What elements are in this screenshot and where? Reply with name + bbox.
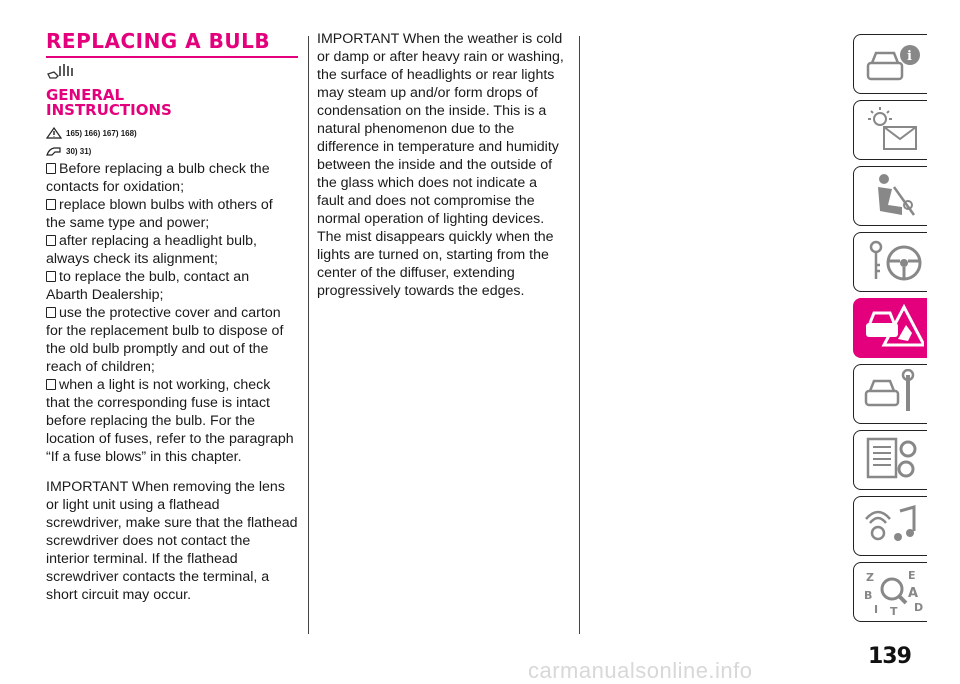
nav-tab-car-info[interactable] bbox=[853, 34, 927, 94]
column-divider-2 bbox=[579, 36, 580, 634]
alphabetical-index-icon bbox=[862, 567, 924, 617]
svg-text:D: D bbox=[914, 601, 924, 614]
car-maintenance-icon bbox=[862, 369, 924, 419]
svg-text:i: i bbox=[907, 49, 912, 64]
bullet-text-line: reach of children; bbox=[46, 359, 155, 375]
nav-tab-warning-lights[interactable] bbox=[853, 100, 927, 160]
paragraph-line: IMPORTANT When removing the lens bbox=[46, 479, 285, 495]
svg-text:E: E bbox=[908, 569, 916, 582]
important-note-2 bbox=[317, 30, 569, 300]
paragraph-line: fault and does not compromise the bbox=[317, 193, 535, 209]
nav-tab-key-steering-wheel[interactable] bbox=[853, 232, 927, 292]
warning-refs: 165) 166) 167) 168) bbox=[66, 128, 137, 138]
bullet-list bbox=[46, 160, 302, 466]
bullet-item bbox=[46, 304, 302, 376]
bullet-text-line: that the corresponding fuse is intact bbox=[46, 395, 270, 411]
footer-watermark: carmanualsonline.info bbox=[528, 658, 753, 683]
subtitle-line-1: GENERAL bbox=[46, 86, 125, 104]
bullet-item bbox=[46, 376, 302, 466]
warning-triangle-icon bbox=[46, 127, 62, 139]
svg-text:B: B bbox=[864, 589, 873, 602]
paragraph-line: natural phenomenon due to the bbox=[317, 121, 515, 137]
paragraph-line: lights are turned on, starting from the bbox=[317, 247, 549, 263]
technical-data-icon bbox=[862, 435, 924, 485]
bullet-text-line: “If a fuse blows” in this chapter. bbox=[46, 449, 242, 465]
nav-tab-multimedia[interactable] bbox=[853, 496, 927, 556]
hand-note-icon bbox=[46, 145, 62, 157]
bullet-text: use the protective cover and carton bbox=[59, 305, 281, 321]
bullet-item bbox=[46, 232, 302, 268]
bullet-text: to replace the bulb, contact an bbox=[59, 269, 250, 285]
bullet-box-icon bbox=[46, 235, 56, 246]
paragraph-line: or damp or after heavy rain or washing, bbox=[317, 49, 564, 65]
bullet-box-icon bbox=[46, 163, 56, 174]
nav-tab-car-emergency[interactable] bbox=[853, 298, 927, 358]
bullet-box-icon bbox=[46, 379, 56, 390]
bullet-item bbox=[46, 196, 302, 232]
paragraph-line: difference in temperature and humidity bbox=[317, 139, 559, 155]
important-note-1 bbox=[46, 478, 302, 604]
paragraph-line: screwdriver, make sure that the flathead bbox=[46, 515, 298, 531]
bullet-text-line: the old bulb promptly and out of the bbox=[46, 341, 269, 357]
bullet-box-icon bbox=[46, 199, 56, 210]
note-refs-row bbox=[46, 142, 302, 160]
paragraph-line: may steam up and/or form drops of bbox=[317, 85, 538, 101]
nav-tab-car-maintenance[interactable] bbox=[853, 364, 927, 424]
paragraph-line: or light unit using a flathead bbox=[46, 497, 220, 513]
bullet-text-line: location of fuses, refer to the paragraph bbox=[46, 431, 294, 447]
svg-text:I: I bbox=[874, 603, 879, 616]
car-info-icon bbox=[862, 39, 924, 89]
paragraph-line: condensation on the inside. This is a bbox=[317, 103, 547, 119]
section-subtitle bbox=[46, 88, 302, 118]
nav-tab-seat-safety[interactable] bbox=[853, 166, 927, 226]
paragraph-line: screwdriver does not contact the bbox=[46, 533, 251, 549]
paragraph-line: short circuit may occur. bbox=[46, 587, 192, 603]
car-emergency-icon bbox=[862, 303, 924, 353]
svg-text:T: T bbox=[890, 605, 898, 617]
wrench-bulb-icon bbox=[46, 62, 302, 84]
paragraph-line: center of the diffuser, extending bbox=[317, 265, 515, 281]
bullet-box-icon bbox=[46, 307, 56, 318]
bullet-item bbox=[46, 268, 302, 304]
paragraph-line: the glass which does not indicate a bbox=[317, 175, 538, 191]
note-refs: 30) 31) bbox=[66, 146, 92, 156]
middle-column bbox=[317, 30, 569, 300]
page-title: REPLACING A BULB bbox=[46, 30, 298, 58]
bullet-text: after replacing a headlight bulb, bbox=[59, 233, 257, 249]
svg-text:A: A bbox=[908, 586, 919, 601]
bullet-text-line: the same type and power; bbox=[46, 215, 210, 231]
paragraph-line: the surface of headlights or rear lights bbox=[317, 67, 555, 83]
left-column bbox=[46, 30, 302, 604]
page-number: 139 bbox=[868, 644, 911, 669]
bullet-text-line: before replacing the bulb. For the bbox=[46, 413, 256, 429]
bullet-item bbox=[46, 160, 302, 196]
key-steering-wheel-icon bbox=[862, 237, 924, 287]
paragraph-line: screwdriver contacts the terminal, a bbox=[46, 569, 270, 585]
nav-tab-technical-data[interactable] bbox=[853, 430, 927, 490]
bullet-box-icon bbox=[46, 271, 56, 282]
bullet-text-line: Abarth Dealership; bbox=[46, 287, 164, 303]
column-divider-1 bbox=[308, 36, 309, 634]
nav-tab-alphabetical-index[interactable] bbox=[853, 562, 927, 622]
paragraph-line: interior terminal. If the flathead bbox=[46, 551, 238, 567]
warning-refs-row bbox=[46, 124, 302, 142]
bullet-text-line: contacts for oxidation; bbox=[46, 179, 185, 195]
bullet-text: when a light is not working, check bbox=[59, 377, 271, 393]
paragraph-line: between the inside and the outside of bbox=[317, 157, 553, 173]
paragraph-line: The mist disappears quickly when the bbox=[317, 229, 554, 245]
bullet-text: replace blown bulbs with others of bbox=[59, 197, 273, 213]
paragraph-line: IMPORTANT When the weather is cold bbox=[317, 31, 563, 47]
seat-safety-icon bbox=[862, 171, 924, 221]
paragraph-line: progressively towards the edges. bbox=[317, 283, 525, 299]
svg-text:Z: Z bbox=[866, 571, 874, 584]
subtitle-line-2: INSTRUCTIONS bbox=[46, 101, 172, 119]
paragraph-line: normal operation of lighting devices. bbox=[317, 211, 545, 227]
bullet-text-line: always check its alignment; bbox=[46, 251, 218, 267]
bullet-text-line: for the replacement bulb to dispose of bbox=[46, 323, 284, 339]
multimedia-icon bbox=[862, 501, 924, 551]
bullet-text: Before replacing a bulb check the bbox=[59, 161, 270, 177]
warning-lights-icon bbox=[862, 105, 924, 155]
